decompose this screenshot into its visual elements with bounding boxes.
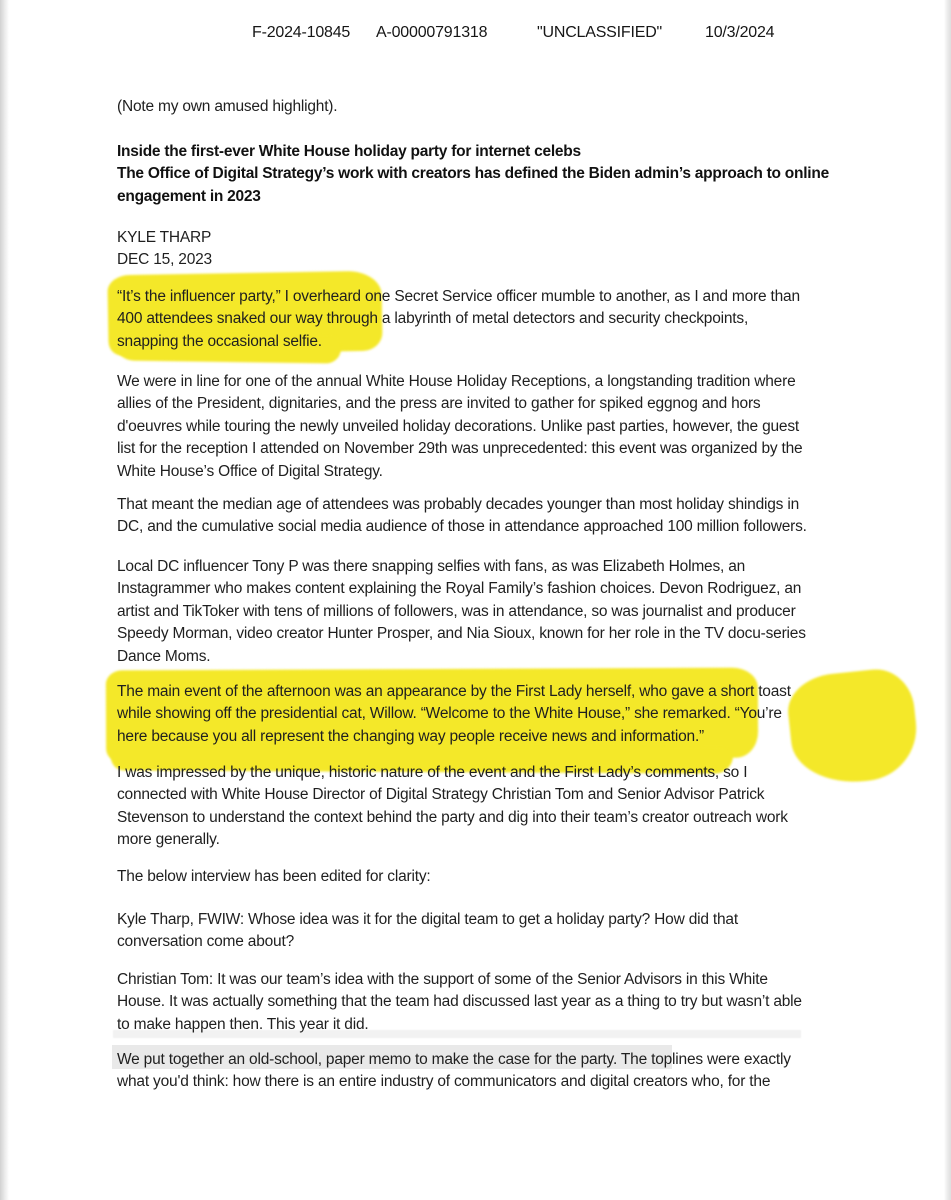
photo-edge-right — [944, 0, 951, 1200]
article-paragraph-edited-note: The below interview has been edited for clarity: — [117, 868, 431, 885]
yellow-highlight-firstlady-blob — [785, 666, 922, 789]
article-paragraph-question: Kyle Tharp, FWIW: Whose idea was it for the digital team to get a holiday party? How did that conversation come about? — [117, 911, 738, 951]
foia-document-number: A-00000791318 — [376, 24, 488, 41]
foia-review-date: 10/3/2024 — [705, 24, 775, 41]
article-author: KYLE THARP — [117, 229, 212, 246]
article-paragraph-attendees: That meant the median age of attendees was probably decades younger than most holiday shindigs in DC, and the cumulative social media audience of those in attendance approached 100 million followers. — [117, 496, 807, 536]
article-paragraph-first-lady: The main event of the afternoon was an appearance by the First Lady herself, who gave a short toast while showing off the presidential cat, Willow. “Welcome to the White House,” she remarked. “You’re here because you all represent the changing way people receive news and information.” — [117, 683, 791, 745]
article-date: DEC 15, 2023 — [117, 251, 212, 269]
article-headline: Inside the first-ever White House holiday party for internet celebs The Office of Digital Strategy’s work with creators has defined the Biden admin’s approach to online engagement in 2023 — [117, 143, 829, 205]
article-paragraph-impressed: I was impressed by the unique, historic nature of the event and the First Lady’s comments, so I connected with White House Director of Digital Strategy Christian Tom and Senior Advisor Patrick Stevenson to understand the context behind the party and dig into their team’s creator outreach work more generally. — [117, 764, 788, 849]
author-note: (Note my own amused highlight). — [117, 98, 338, 115]
article-paragraph-intro: “It’s the influencer party,” I overheard one Secret Service officer mumble to another, as I and more than 400 attendees snaked our way through a labyrinth of metal detectors and security checkpoints, snapping the occasional selfie. — [117, 288, 800, 350]
article-paragraph-reception: We were in line for one of the annual White House Holiday Receptions, a longstanding tradition where allies of the President, dignitaries, and the press are invited to gather for spiked eggnog and hors d'oeuvres while touring the newly unveiled holiday decorations. Unlike past parties, however, the guest list for the reception I attended on November 29th was unprecedented: this event was organized by the White House’s Office of Digital Strategy. — [117, 373, 803, 480]
article-paragraph-memo: We put together an old-school, paper memo to make the case for the party. The toplines were exactly what you'd think: how there is an entire industry of communicators and digital creators who, for the — [117, 1051, 791, 1091]
photo-edge-left — [0, 0, 9, 1200]
article-byline — [117, 227, 212, 272]
classification-marking: "UNCLASSIFIED" — [537, 24, 663, 41]
foia-case-number: F-2024-10845 — [252, 24, 351, 41]
article-paragraph-influencers: Local DC influencer Tony P was there snapping selfies with fans, as was Elizabeth Holmes, an Instagrammer who makes content explaining the Royal Family’s fashion choices. Devon Rodriguez, an artist and TikToker with tens of millions of followers, was in attendance, so was journalist and producer Speedy Morman, video creator Hunter Prosper, and Nia Sioux, known for her role in the TV docu-series Dance Moms. — [117, 558, 806, 665]
article-paragraph-answer: Christian Tom: It was our team’s idea with the support of some of the Senior Advisors in this White House. It was actually something that the team had discussed last year as a thing to try but wasn’t able to make happen then. This year it did. — [117, 971, 802, 1033]
